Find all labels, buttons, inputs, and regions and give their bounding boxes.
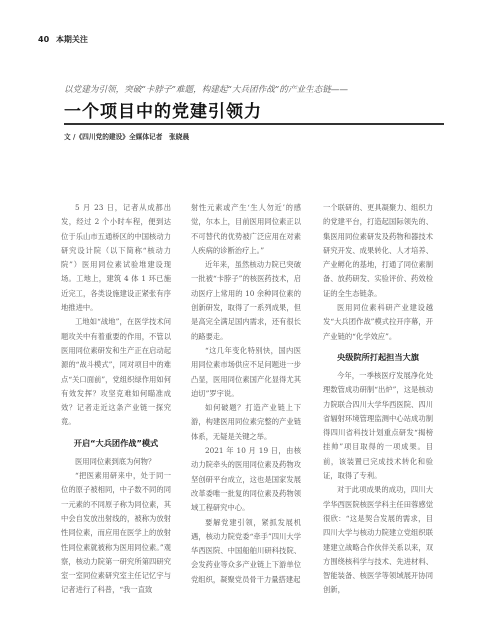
- paragraph: 射性元素或产生‘生人勿近’的感觉，尔本上，目前医用同位素正以不可替代的优势被广泛应用在对素人疾病的诊断治疗上。”: [191, 203, 301, 255]
- paragraph: 对于此项成果的成功，四川大学华西医院核医学科主任田蓉感觉很欣：“这是契合发展的需求，目四川大学与核动力院建立党组织联建建立战略合作伙伴关系以来，双方围绕核科学与技术、先进材料、智能装备、核医学等领域展开协同创新，: [323, 485, 433, 595]
- section-label: 本期关注: [55, 35, 88, 44]
- paragraph: 一个联研的、更具凝聚力、组织力的党建平台，打造起国际领先的、集医用同位素研发及药物和器技术研究开发、成果转化、人才培养、产业孵化的基地，打通了同位素制备、放药研发、实验评价、药效检证的全生态链条。: [323, 203, 433, 298]
- column-2: [191, 201, 301, 587]
- article-kicker: 以党建为引领，突破“卡脖子”难题，构建起“大兵团作战”的产业生态链——: [64, 85, 348, 95]
- section-heading: 央级院所打起担当大旗: [337, 351, 419, 362]
- paragraph: 近年来，虽然核动力院已突破一批被“卡脖子”的核医药技术，启动医疗上常用的 10 余种同位素的创新研发，取得了一系列成果，但是高完全满足国内需求，还有很长的路要走。: [191, 260, 301, 341]
- paragraph: “这几年变化特别快，国内医用同位素市场供应不足问题进一步凸显，医用同位素国产化显得尤其迫切”罗宇说。: [191, 345, 301, 398]
- paragraph: “把医素用研来中，处于同一位的原子被相同，中子数不同的同一元素的不同原子称为同位素，其中会自发放出射线的，被称为放射性同位素，而应用在医学上的放射性同位素就被称为医用同位素。”观察，核动力院第一研究所第四研究室一室同位素研究室主任记忆宇与记者进行了科普，“我一直致: [61, 471, 171, 595]
- paragraph: 要解党建引领，紧抓发展机遇，核动力院党委“牵手”四川大学华西医院、中国船舶川研科技院、会发药业等众多产业链上下游单位党组织，凝聚党员骨干力量搭建起: [191, 517, 301, 584]
- title-rule: [64, 123, 444, 125]
- paragraph: 2021 年 10 月 19 日，由核动力院牵头的医用同位素及药物攻坚创研平台成立，这也是国家发展改革委唯一批复的同位素及药物领域工程研究中心。: [191, 446, 301, 513]
- article-title: 一个项目中的党建引领力: [64, 102, 262, 122]
- paragraph: 5 月 23 日，记者从成都出发，经过 2 个小时车程，便到达位于乐山市五通桥区的中国核动力研究设计院（以下简称“核动力院”）医用同位素试验堆建设现场。工地上，建筑 4 体 1 环已施近完工，各类设施建设正紧张有序地推进中。: [61, 203, 171, 313]
- section-heading: 开启“大兵团作战”模式: [73, 437, 159, 448]
- paragraph: 医用同位素科研产业建设越发“大兵团作战”模式拉开序幕，开产业链的“化学效应”。: [323, 303, 433, 341]
- paragraph: 工地如“战地”，在医学技术问题攻关中有着重要的作用，不管以医用同位素研发和生产正在启动起源的“战斗模式”，同对项目中的难点“关口面前”，党组织绿作用如何有效发挥？攻坚克难如何瞄准成效？记者走近这条产业链一探究竟。: [61, 317, 171, 427]
- paragraph: 医用同位素到底为何物？: [75, 456, 156, 466]
- page-number: 40: [38, 35, 50, 44]
- column-1: [61, 201, 171, 598]
- paragraph: 如何破题？打造产业链上下游，构建医用同位素完整的产业链体系，无疑是关键之举。: [191, 403, 301, 441]
- page-header: [38, 34, 88, 45]
- article-byline: 文 /《四川党的建设》全媒体记者 张晓晨: [64, 133, 190, 141]
- column-3: [323, 201, 433, 598]
- paragraph: 今年，一季核医疗发展净化处理数管成功研制“出炉”，这是核动力院联合四川大学华西医院、四川省辐射环境管理监测中心站成功制得四川省科技计划重点研发“揭榜挂帅”项目取得的一项成果。目前，该装置已完成技术转化和验证，取得了专利。: [323, 370, 433, 481]
